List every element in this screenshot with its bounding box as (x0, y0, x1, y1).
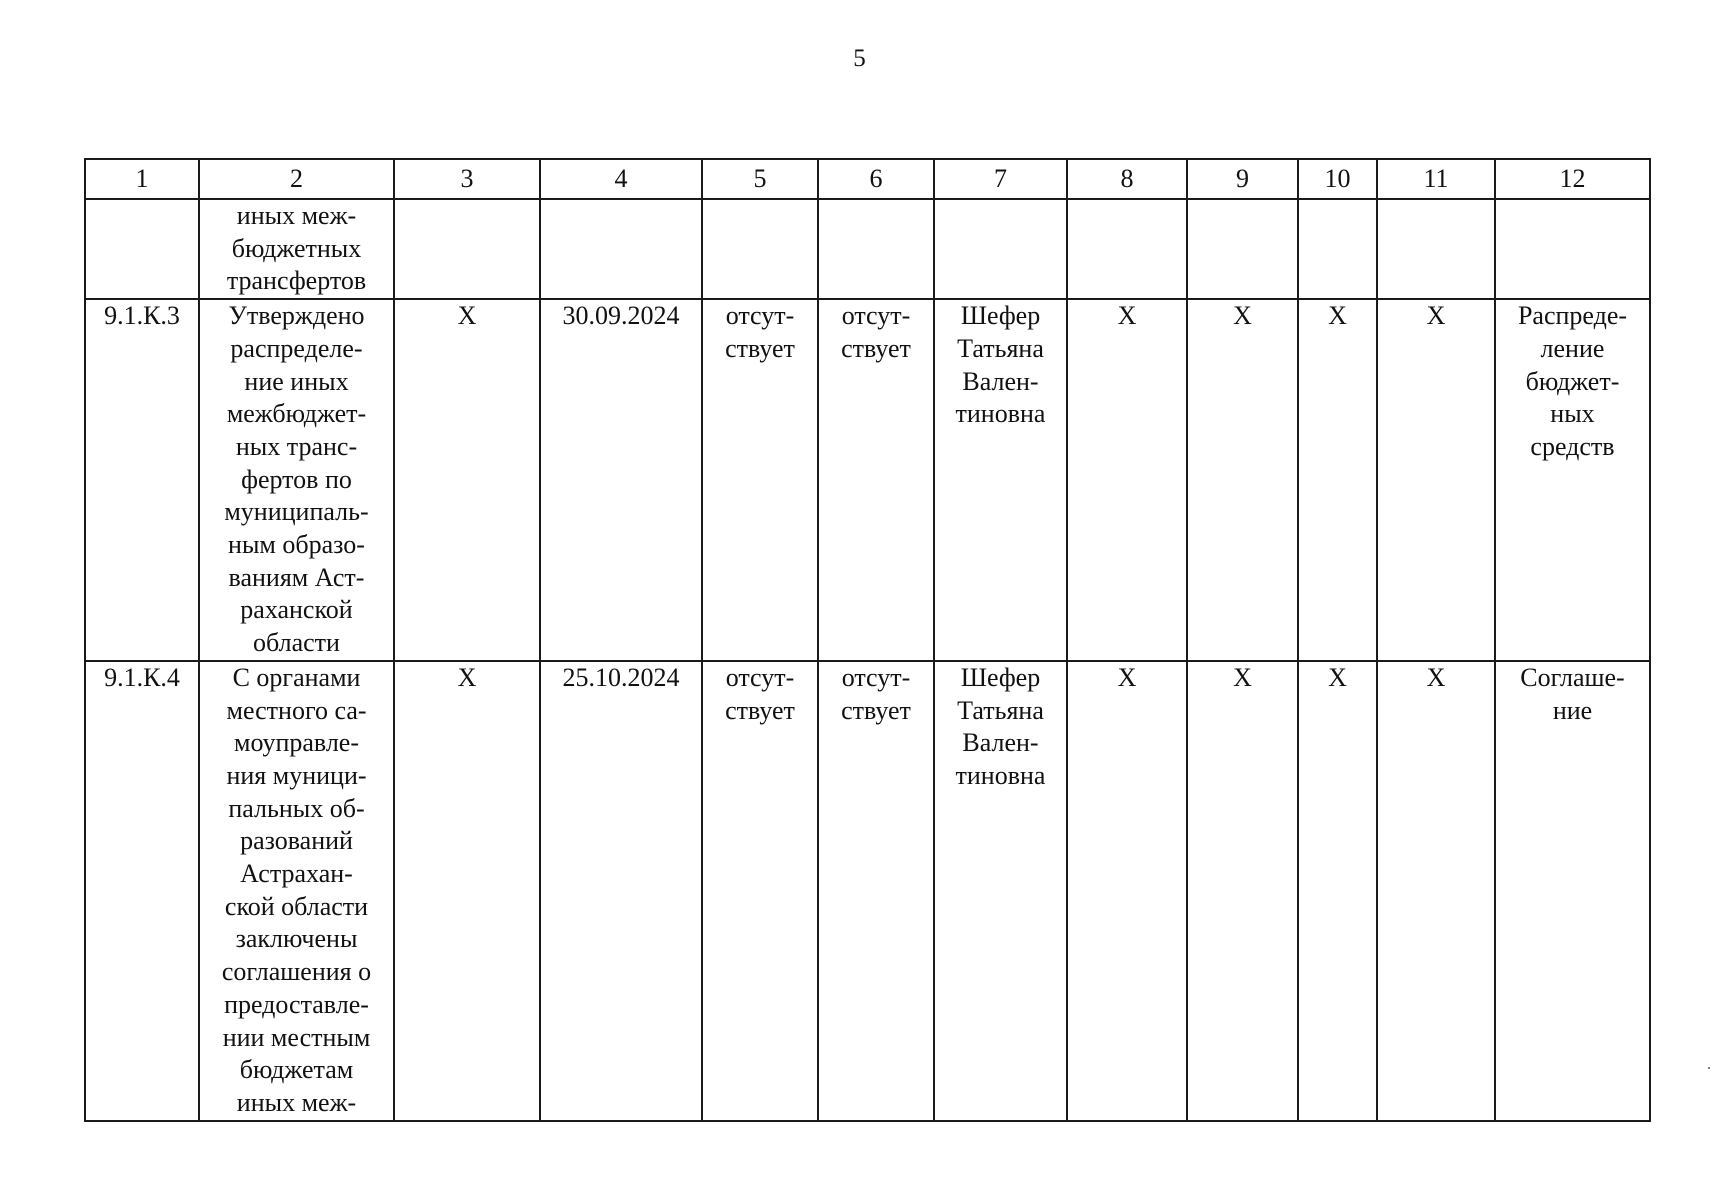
table-cell: 9.1.К.4 (85, 661, 199, 1121)
table-cell (818, 199, 934, 299)
table-cell (394, 199, 540, 299)
table-cell (540, 199, 702, 299)
table-row (85, 199, 1650, 299)
table-cell: X (1067, 299, 1187, 661)
column-header: 12 (1495, 159, 1650, 199)
column-header: 5 (702, 159, 818, 199)
table-cell: С органами местного са- моуправле- ния муници- пальных об- разований Астрахан- ской области заключены соглашения о предоставле- нии местным бюджетам иных меж- (199, 661, 394, 1121)
table-cell: X (1298, 661, 1377, 1121)
table-cell: X (1187, 661, 1298, 1121)
table-cell: Шефер Татьяна Вален- тиновна (934, 661, 1067, 1121)
table-cell: Соглаше- ние (1495, 661, 1650, 1121)
column-header: 3 (394, 159, 540, 199)
column-header: 2 (199, 159, 394, 199)
table-cell: Утверждено распределе- ние иных межбюджет- ных транс- фертов по муниципаль- ным образо- ваниям Аст- раханской области (199, 299, 394, 661)
column-header: 9 (1187, 159, 1298, 199)
table-cell: Распреде- ление бюджет- ных средств (1495, 299, 1650, 661)
table-row (85, 661, 1650, 1121)
column-header: 10 (1298, 159, 1377, 199)
table-cell: X (1187, 299, 1298, 661)
table-row (85, 299, 1650, 661)
column-header: 8 (1067, 159, 1187, 199)
table-cell (1377, 199, 1495, 299)
page-number: 5 (853, 45, 866, 72)
column-header: 1 (85, 159, 199, 199)
table-cell (934, 199, 1067, 299)
table-cell (702, 199, 818, 299)
table-cell: иных меж- бюджетных трансфертов (199, 199, 394, 299)
table-cell (85, 199, 199, 299)
document-table (84, 158, 1651, 1122)
table-cell (1495, 199, 1650, 299)
table-cell: отсут- ствует (702, 661, 818, 1121)
table-cell: 25.10.2024 (540, 661, 702, 1121)
table-cell: отсут- ствует (818, 661, 934, 1121)
column-header: 6 (818, 159, 934, 199)
table-cell: X (1067, 661, 1187, 1121)
scan-speck (1708, 1067, 1710, 1069)
table-cell: X (394, 299, 540, 661)
table-cell: X (1377, 661, 1495, 1121)
table-cell (1187, 199, 1298, 299)
table-cell: X (1298, 299, 1377, 661)
table-cell: отсут- ствует (702, 299, 818, 661)
table-cell: отсут- ствует (818, 299, 934, 661)
table-cell: 9.1.К.3 (85, 299, 199, 661)
column-header: 11 (1377, 159, 1495, 199)
table-cell: 30.09.2024 (540, 299, 702, 661)
column-header: 4 (540, 159, 702, 199)
table-header-row (85, 159, 1650, 199)
table-cell (1067, 199, 1187, 299)
table-cell: X (394, 661, 540, 1121)
column-header: 7 (934, 159, 1067, 199)
table-cell: X (1377, 299, 1495, 661)
table-cell (1298, 199, 1377, 299)
table-cell: Шефер Татьяна Вален- тиновна (934, 299, 1067, 661)
